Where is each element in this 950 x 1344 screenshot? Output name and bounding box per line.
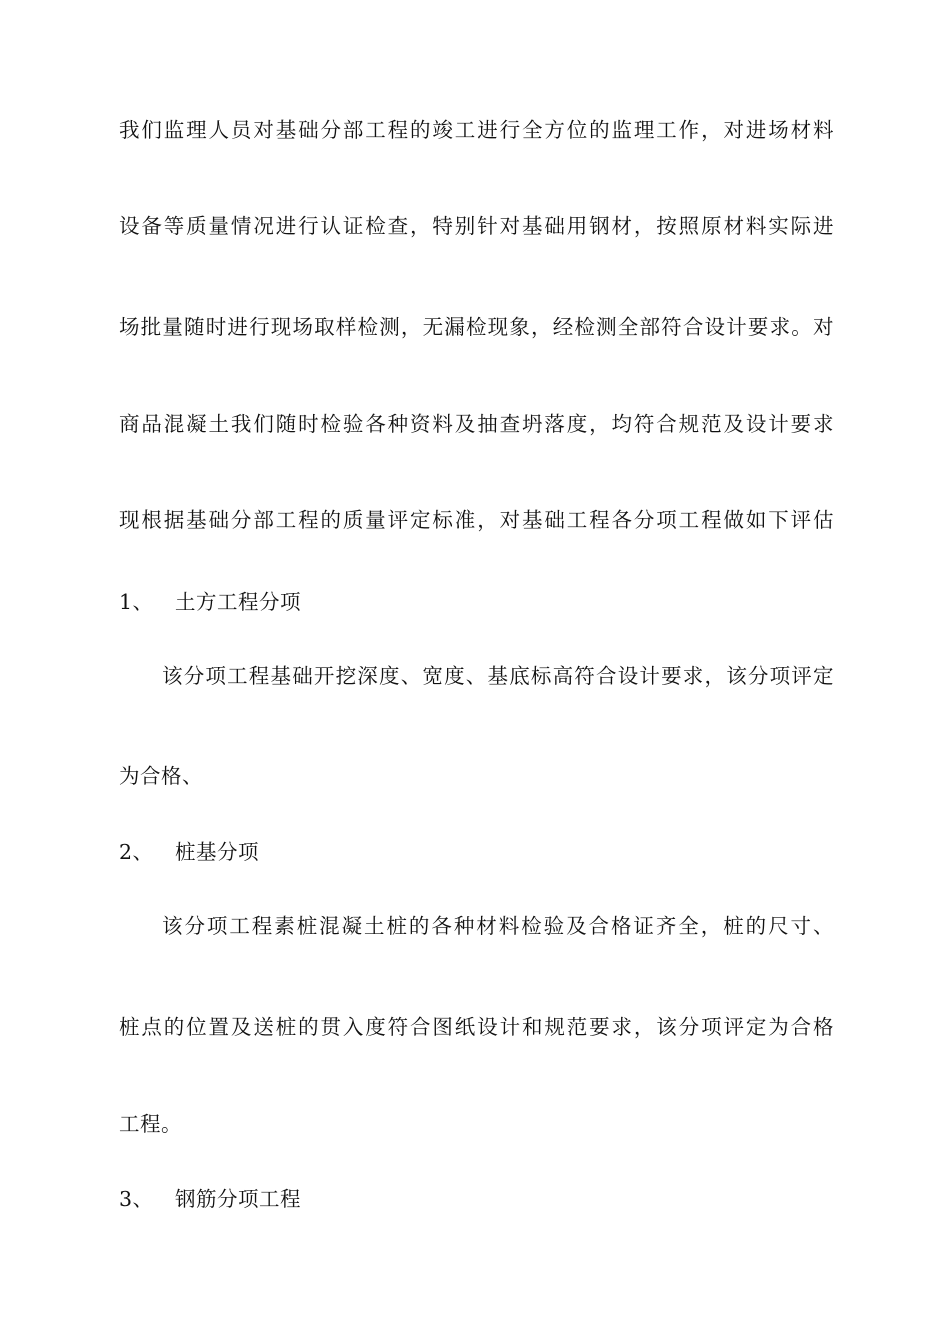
section-title: 钢筋分项工程	[175, 1187, 301, 1211]
section-number: 2、	[119, 840, 154, 864]
section-number: 3、	[119, 1187, 154, 1211]
section-body-line: 该分项工程素桩混凝土桩的各种材料检验及合格证齐全，桩的尺寸、	[162, 914, 834, 938]
section-body-line: 桩点的位置及送桩的贯入度符合图纸设计和规范要求，该分项评定为合格	[119, 1015, 834, 1039]
section-heading	[119, 838, 834, 866]
section-body-line: 该分项工程基础开挖深度、宽度、基底标高符合设计要求，该分项评定	[162, 664, 834, 688]
paragraph-line: 设备等质量情况进行认证检查，特别针对基础用钢材，按照原材料实际进	[119, 214, 834, 238]
section-title: 土方工程分项	[175, 590, 301, 614]
paragraph-line: 商品混凝土我们随时检验各种资料及抽查坍落度，均符合规范及设计要求	[119, 412, 834, 436]
section-title: 桩基分项	[175, 840, 259, 864]
paragraph-line: 现根据基础分部工程的质量评定标准，对基础工程各分项工程做如下评估	[119, 508, 834, 532]
paragraph-line: 我们监理人员对基础分部工程的竣工进行全方位的监理工作，对进场材料	[119, 118, 834, 142]
section-heading	[119, 588, 834, 616]
section-heading	[119, 1185, 834, 1213]
paragraph-line: 场批量随时进行现场取样检测，无漏检现象，经检测全部符合设计要求。对	[119, 315, 834, 339]
section-body-line: 工程。	[119, 1112, 182, 1136]
section-number: 1、	[119, 590, 154, 614]
section-body-line: 为合格、	[119, 764, 203, 788]
